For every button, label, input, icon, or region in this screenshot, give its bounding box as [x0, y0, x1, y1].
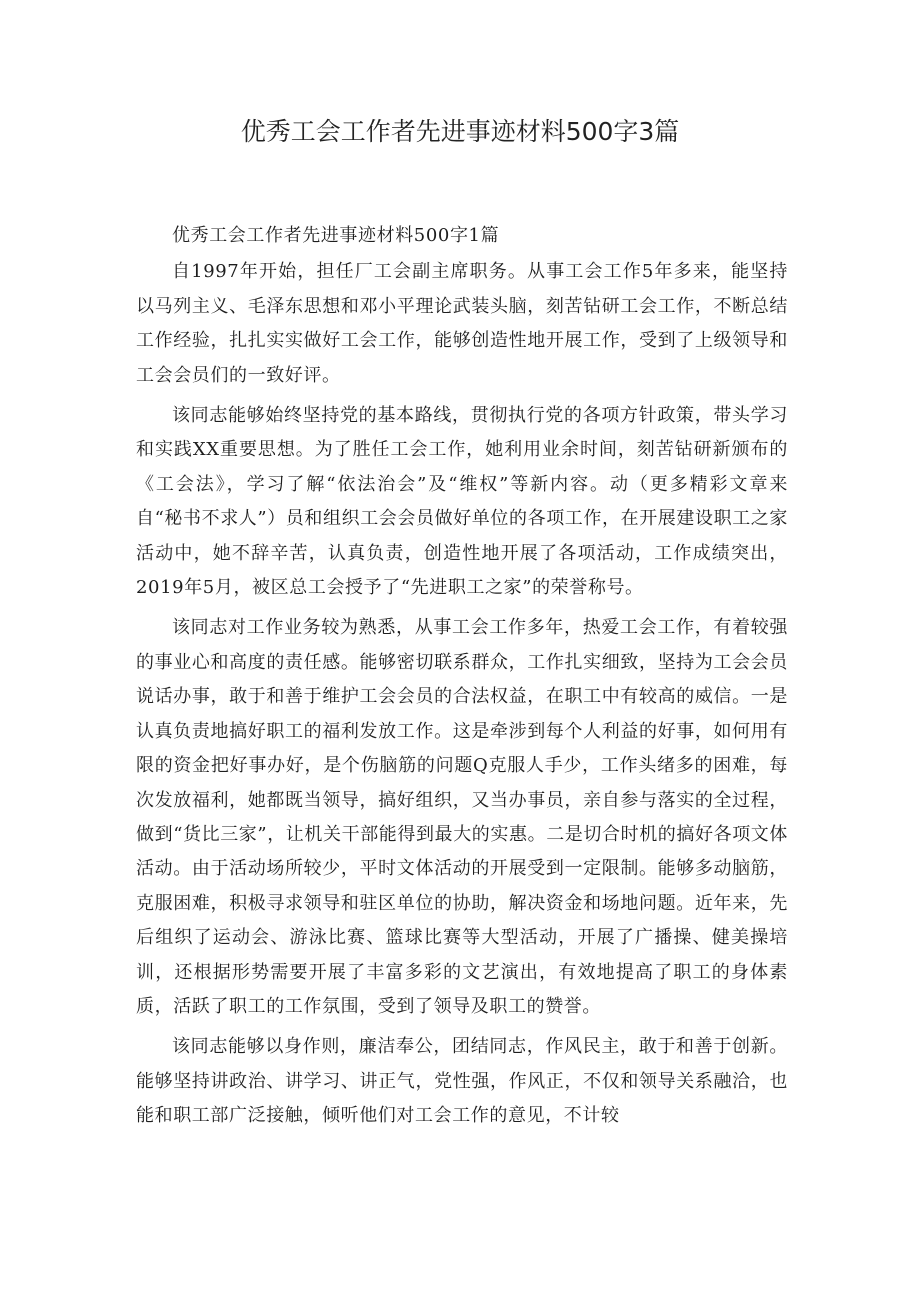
document-title: 优秀工会工作者先进事迹材料500字3篇	[240, 117, 680, 146]
paragraph: 该同志能够以身作则，廉洁奉公，团结同志，作风民主，敢于和善于创新。能够坚持讲政治、讲学习、讲正气，党性强，作风正，不仅和领导关系融洽，也能和职工部广泛接触，倾听他们对工会工作的意见，不计较	[136, 1036, 788, 1127]
paragraph: 该同志对工作业务较为熟悉，从事工会工作多年，热爱工会工作，有着较强的事业心和高度的责任感。能够密切联系群众，工作扎实细致，坚持为工会会员说话办事，敢于和善于维护工会会员的合法权益，在职工中有较高的威信。一是认真负责地搞好职工的福利发放工作。这是牵涉到每个人利益的好事，如何用有限的资金把好事办好，是个伤脑筋的问题Q克服人手少，工作头绪多的困难，每次发放福利，她都既当领导，搞好组织，又当办事员，亲自参与落实的全过程，做到“货比三家”，让机关干部能得到最大的实惠。二是切合时机的搞好各项文体活动。由于活动场所较少，平时文体活动的开展受到一定限制。能够多动脑筋，克服困难，积极寻求领导和驻区单位的协助，解决资金和场地问题。近年来，先后组织了运动会、游泳比赛、篮球比赛等大型活动，开展了广播操、健美操培训，还根据形势需要开展了丰富多彩的文艺演出，有效地提高了职工的身体素质，活跃了职工的工作氛围，受到了领导及职工的赞誉。	[136, 617, 789, 1017]
document-body	[136, 219, 788, 1140]
paragraph: 自1997年开始，担任厂工会副主席职务。从事工会工作5年多来，能坚持以马列主义、毛泽东思想和邓小平理论武装头脑，刻苦钻研工会工作，不断总结工作经验，扎扎实实做好工会工作，能够创造性地开展工作，受到了上级领导和工会会员们的一致好评。	[136, 261, 788, 386]
paragraph: 该同志能够始终坚持党的基本路线，贯彻执行党的各项方针政策，带头学习和实践XX重要思想。为了胜任工会工作，她利用业余时间，刻苦钻研新颁布的《工会法》，学习了解“依法治会”及“维权”等新内容。动（更多精彩文章来自“秘书不求人”）员和组织工会会员做好单位的各项工作，在开展建设职工之家活动中，她不辞辛苦，认真负责，创造性地开展了各项活动，工作成绩突出，2019年5月，被区总工会授予了“先进职工之家”的荣誉称号。	[136, 405, 789, 599]
section-subtitle: 优秀工会工作者先进事迹材料500字1篇	[172, 225, 500, 246]
